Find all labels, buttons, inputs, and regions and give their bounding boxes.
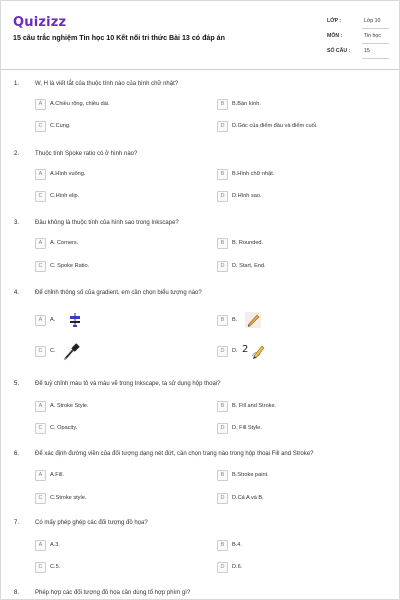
option-text: C.Cung.: [50, 123, 71, 129]
option-text: B.Bán kính.: [232, 101, 261, 107]
option-text: A.Fill.: [50, 472, 64, 478]
option-text: D.Cả A và B.: [232, 495, 264, 501]
option-letter: D: [217, 562, 228, 573]
option-c[interactable]: [35, 423, 205, 436]
option-a[interactable]: [35, 238, 205, 251]
header-divider: [1, 69, 399, 70]
option-text: D. Fill Style.: [232, 425, 262, 431]
dropper-icon: [62, 341, 82, 361]
meta-underline: [362, 58, 389, 59]
option-text: B.4.: [232, 542, 242, 548]
option-d[interactable]: [217, 191, 387, 204]
meta-count: [327, 48, 389, 59]
option-d[interactable]: [217, 261, 387, 274]
option-text: B.Hình chữ nhật.: [232, 171, 275, 177]
option-letter: A: [35, 238, 46, 249]
option-letter: C: [35, 346, 46, 357]
class-value: Lớp 10: [364, 18, 381, 24]
option-letter: C: [35, 493, 46, 504]
option-letter: A: [35, 470, 46, 481]
option-letter: C: [35, 191, 46, 202]
option-letter: B: [217, 169, 228, 180]
option-text: C.Hình elip.: [50, 193, 80, 199]
option-a[interactable]: [35, 315, 205, 328]
subject-label: MÔN :: [327, 33, 343, 39]
option-text: D.Góc của điểm đầu và điểm cuối.: [232, 123, 318, 129]
option-letter: C: [35, 261, 46, 272]
option-letter: D: [217, 423, 228, 434]
option-text: D.Hình sao.: [232, 193, 262, 199]
option-b[interactable]: [217, 470, 387, 483]
option-a[interactable]: [35, 169, 205, 182]
option-text: A.: [50, 317, 56, 323]
option-text: A.Chiều rộng, chiều dài.: [50, 101, 110, 107]
option-b[interactable]: [217, 99, 387, 112]
option-text: A.Hình vuông.: [50, 171, 86, 177]
option-text: D. Start, End.: [232, 263, 266, 269]
question-number: 5.: [14, 381, 20, 387]
option-b[interactable]: [217, 169, 387, 182]
question-number: 1.: [14, 81, 20, 87]
option-letter: B: [217, 470, 228, 481]
option-letter: B: [217, 315, 228, 326]
subject-value: Tin học: [364, 33, 381, 39]
option-text: A.3.: [50, 542, 60, 548]
option-d[interactable]: [217, 493, 387, 506]
option-d[interactable]: [217, 562, 387, 575]
question-text: Có mấy phép ghép các đối tượng đồ họa?: [35, 520, 148, 526]
meta-underline: [362, 28, 389, 29]
option-c[interactable]: [35, 346, 205, 359]
option-c[interactable]: [35, 191, 205, 204]
option-letter: A: [35, 401, 46, 412]
option-letter: D: [217, 261, 228, 272]
option-text: C. Spoke Ratio.: [50, 263, 90, 269]
option-letter: A: [35, 540, 46, 551]
option-letter: B: [217, 401, 228, 412]
pencil-icon: [245, 312, 261, 328]
gradient-handle-icon: [67, 312, 83, 328]
option-b[interactable]: [217, 401, 387, 414]
option-letter: D: [217, 493, 228, 504]
option-letter: A: [35, 169, 46, 180]
meta-underline: [362, 43, 389, 44]
option-letter: A: [35, 315, 46, 326]
option-c[interactable]: [35, 121, 205, 134]
question-text: Để chỉnh thông số của gradient, em cần chọn biểu tượng nào?: [35, 290, 202, 296]
pen-spiral-digit: 2: [242, 344, 249, 355]
document-title: 15 câu trắc nghiệm Tin học 10 Kết nối tri thức Bài 13 có đáp án: [13, 34, 225, 42]
option-text: B.Stroke paint.: [232, 472, 269, 478]
question-number: 3.: [14, 220, 20, 226]
option-letter: C: [35, 121, 46, 132]
option-a[interactable]: [35, 401, 205, 414]
option-a[interactable]: [35, 470, 205, 483]
option-text: C. Opacity.: [50, 425, 78, 431]
question-text: Thuộc tính Spoke ratio có ở hình nào?: [35, 151, 138, 157]
question-number: 7.: [14, 520, 20, 526]
option-letter: D: [217, 191, 228, 202]
option-text: B. Fill and Stroke.: [232, 403, 277, 409]
option-text: B.: [232, 317, 238, 323]
option-text: D.6.: [232, 564, 243, 570]
question-number: 4.: [14, 290, 20, 296]
option-c[interactable]: [35, 562, 205, 575]
question-text: W, H là viết tắt của thuộc tính nào của hình chữ nhật?: [35, 81, 179, 87]
option-letter: C: [35, 562, 46, 573]
option-text: C.Stroke style.: [50, 495, 87, 501]
option-text: A. Corners.: [50, 240, 79, 246]
option-text: D.: [232, 348, 238, 354]
count-value: 15: [364, 48, 370, 54]
option-b[interactable]: [217, 540, 387, 553]
option-letter: B: [217, 238, 228, 249]
option-text: A. Stroke Style.: [50, 403, 89, 409]
option-text: C.5.: [50, 564, 61, 570]
question-text: Để tuỳ chỉnh màu tô và màu vẽ trong Inkscape, ta sử dụng hộp thoại?: [35, 381, 221, 387]
question-number: 8.: [14, 590, 20, 596]
option-letter: A: [35, 99, 46, 110]
option-c[interactable]: [35, 493, 205, 506]
option-b[interactable]: [217, 315, 387, 328]
option-a[interactable]: [35, 99, 205, 112]
option-d[interactable]: [217, 121, 387, 134]
question-number: 2.: [14, 151, 20, 157]
option-letter: D: [217, 346, 228, 357]
option-letter: B: [217, 99, 228, 110]
question-text: Phép hợp các đối tượng đồ họa cần dùng tổ hợp phím gì?: [35, 590, 191, 596]
count-label: SỐ CÂU :: [327, 48, 351, 54]
option-a[interactable]: [35, 540, 205, 553]
option-d[interactable]: [217, 423, 387, 436]
option-d[interactable]: [217, 346, 387, 359]
meta-subject: [327, 33, 389, 44]
question-text: Để xác định đường viền của đối tượng dạng nét đứt, cần chọn trang nào trong hộp thoại Fill and Stroke?: [35, 451, 314, 457]
option-b[interactable]: [217, 238, 387, 251]
option-c[interactable]: [35, 261, 205, 274]
option-letter: C: [35, 423, 46, 434]
question-number: 6.: [14, 451, 20, 457]
class-label: LỚP :: [327, 18, 342, 24]
pen-spiral-icon: [242, 340, 268, 362]
option-text: B. Rounded.: [232, 240, 264, 246]
option-letter: D: [217, 121, 228, 132]
option-letter: B: [217, 540, 228, 551]
quizizz-logo: Quizizz: [13, 15, 67, 30]
option-text: C.: [50, 348, 56, 354]
question-text: Đâu không là thuộc tính của hình sao trong Inkscape?: [35, 220, 179, 226]
meta-class: [327, 18, 389, 29]
